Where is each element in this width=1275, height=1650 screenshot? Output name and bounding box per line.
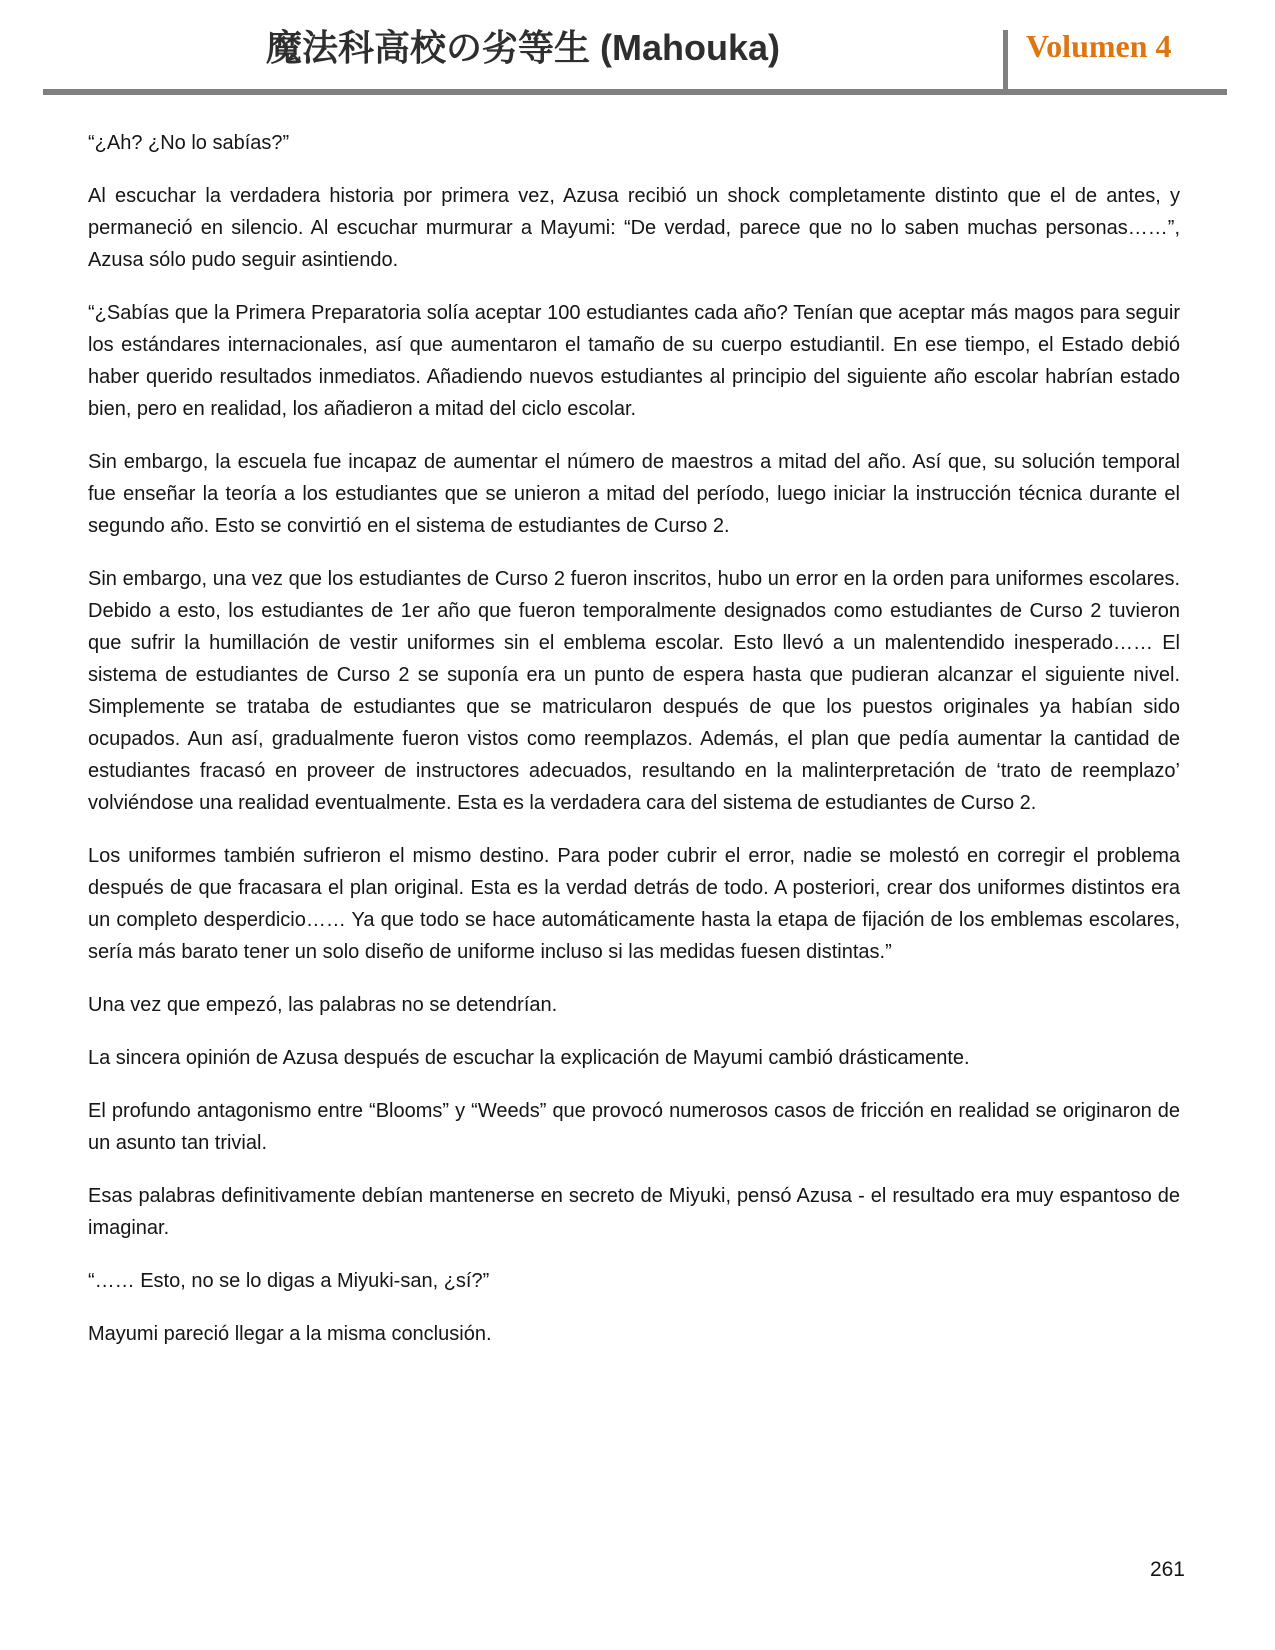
header-vertical-divider (1003, 30, 1008, 90)
paragraph: Al escuchar la verdadera historia por primera vez, Azusa recibió un shock completamente distinto que el de antes, y permaneció en silencio. Al escuchar murmurar a Mayumi: “De verdad, parece que no lo saben muchas personas……”, Azusa sólo pudo seguir asintiendo. (88, 185, 1180, 271)
volume-label: Volumen 4 (1026, 28, 1172, 64)
paragraph: La sincera opinión de Azusa después de escuchar la explicación de Mayumi cambió drásticamente. (88, 1047, 970, 1069)
page-header (0, 0, 1275, 95)
body-text (88, 127, 1180, 1350)
paragraph: El profundo antagonismo entre “Blooms” y “Weeds” que provocó numerosos casos de fricción en realidad se originaron de un asunto tan trivial. (88, 1100, 1180, 1154)
paragraph: Una vez que empezó, las palabras no se detendrían. (88, 994, 558, 1016)
page-number: 261 (1149, 1558, 1185, 1581)
paragraph: “¿Sabías que la Primera Preparatoria solía aceptar 100 estudiantes cada año? Tenían que aceptar más magos para seguir los estándares internacionales, así que aumentaron el tamaño de su cuerpo estudiantil. En ese tiempo, el Estado debió haber querido resultados inmediatos. Añadiendo nuevos estudiantes al principio del siguiente año escolar habrían estado bien, pero en realidad, los añadieron a mitad del ciclo escolar. (88, 302, 1180, 420)
paragraph: Los uniformes también sufrieron el mismo destino. Para poder cubrir el error, nadie se molestó en corregir el problema después de que fracasara el plan original. Esta es la verdad detrás de todo. A posteriori, crear dos uniformes distintos era un completo desperdicio…… Ya que todo se hace automáticamente hasta la etapa de fijación de los emblemas escolares, sería más barato tener un solo diseño de uniforme incluso si las medidas fuesen distintas.” (88, 845, 1180, 963)
paragraph: Esas palabras definitivamente debían mantenerse en secreto de Miyuki, pensó Azusa - el resultado era muy espantoso de imaginar. (88, 1185, 1180, 1239)
series-title: 魔法科高校の劣等生 (Mahouka) (265, 27, 780, 68)
paragraph: “¿Ah? ¿No lo sabías?” (88, 132, 290, 154)
paragraph: Sin embargo, la escuela fue incapaz de aumentar el número de maestros a mitad del año. Así que, su solución temporal fue enseñar la teoría a los estudiantes que se unieron a mitad del período, luego iniciar la instrucción técnica durante el segundo año. Esto se convirtió en el sistema de estudiantes de Curso 2. (88, 451, 1180, 537)
paragraph: Sin embargo, una vez que los estudiantes de Curso 2 fueron inscritos, hubo un error en la orden para uniformes escolares. Debido a esto, los estudiantes de 1er año que fueron temporalmente designados como estudiantes de Curso 2 tuvieron que sufrir la humillación de vestir uniformes sin el emblema escolar. Esto llevó a un malentendido inesperado…… El sistema de estudiantes de Curso 2 se suponía era un punto de espera hasta que pudieran alcanzar el siguiente nivel. Simplemente se trataba de estudiantes que se matricularon después de que los puestos originales ya habían sido ocupados. Aun así, gradualmente fueron vistos como reemplazos. Además, el plan que pedía aumentar la cantidad de estudiantes fracasó en proveer de instructores adecuados, resultando en la malinterpretación de ‘trato de reemplazo’ volviéndose una realidad eventualmente. Esta es la verdadera cara del sistema de estudiantes de Curso 2. (88, 568, 1180, 814)
paragraph: “…… Esto, no se lo digas a Miyuki-san, ¿sí?” (88, 1270, 490, 1292)
paragraph: Mayumi pareció llegar a la misma conclusión. (88, 1323, 492, 1345)
header-horizontal-rule (43, 89, 1227, 95)
